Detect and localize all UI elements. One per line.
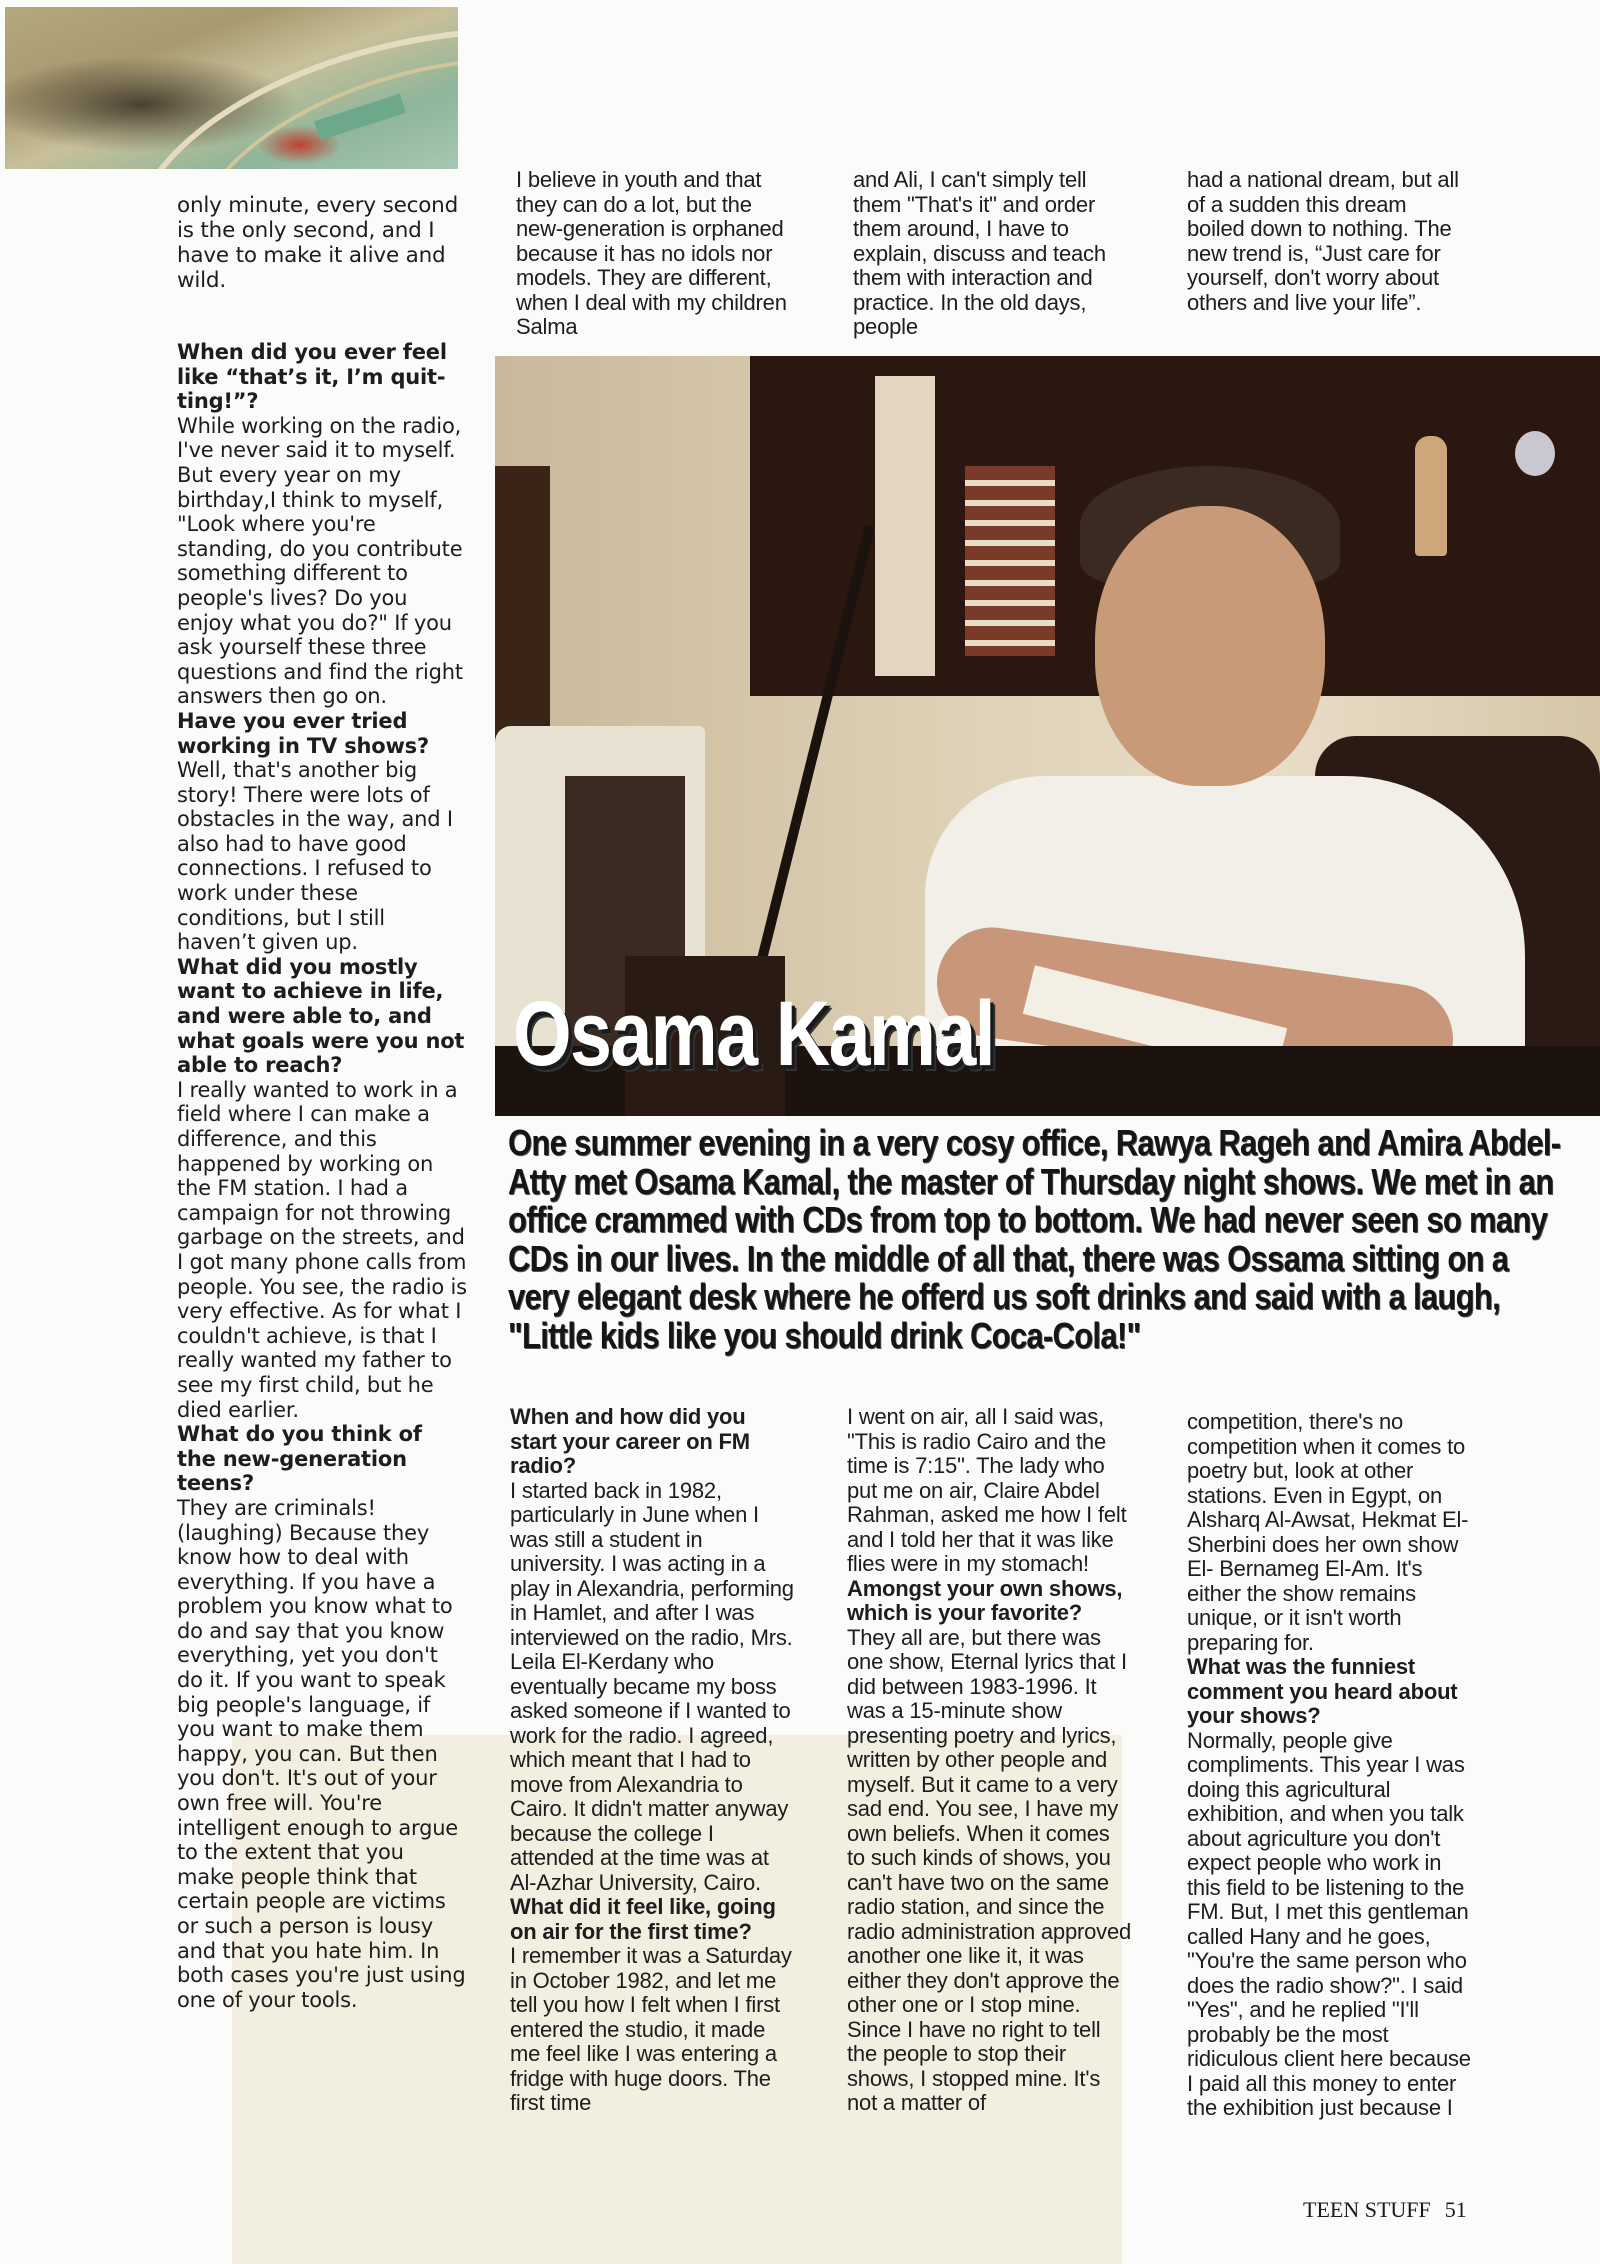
question: What did you mostly want to achieve in life, and were able to, and what goals were you not able to reach?	[177, 954, 465, 1078]
bottom-column-2	[847, 1405, 1132, 2116]
answer: I started back in 1982, particularly in June when I was still a student in university. I was acting in a play in Alexandria, performing in Hamlet, and after I was interviewed on the radio, Mrs. Leila El-Kerdany who eventually became my boss asked someone if I wanted to work for the radio. I agreed, which meant that I had to move from Alexandria to Cairo. It didn't matter anyway because the college I attended at the time was at Al-Azhar University, Cairo.	[510, 1477, 794, 1895]
answer: I went on air, all I said was, "This is radio Cairo and the time is 7:15". The lady who put me on air, Claire Abdel Rahman, asked me how I felt and I told her that it was like flies were in my stomach!	[847, 1404, 1127, 1576]
bottom-column-3	[1187, 1410, 1472, 2121]
left-column	[177, 340, 467, 2012]
question: When did you ever feel like “that’s it, I’m quit-ting!”?	[177, 340, 447, 414]
photo-cds	[965, 466, 1055, 656]
photo-person-head	[1095, 506, 1325, 786]
question: Amongst your own shows, which is your favorite?	[847, 1575, 1123, 1625]
body-text: I believe in youth and that they can do a lot, but the new-generation is orphaned because it has no idols nor models. They are different, when I deal with my children Salma	[516, 167, 787, 339]
answer: I really wanted to work in a field where I can make a difference, and this happened by working on the FM station. I had a campaign for not throwing garbage on the streets, and I got many phone calls from people. You see, the radio is very effective. As for what I couldn't achieve, is that I really wanted my father to see my first child, but he died earlier.	[177, 1077, 467, 1422]
photo-shape	[1515, 431, 1555, 476]
photo-shape	[495, 466, 550, 766]
article-intro: One summer evening in a very cosy office, Rawya Rageh and Amira Abdel-Atty met Osama Kamal, the master of Thursday night shows. We met in an office crammed with CDs from top to bottom. We had never seen so many CDs in our lives. In the middle of all that, there was Ossama sitting on a very elegant desk where he offerd us soft drinks and said with a laugh, "Little kids like you should drink Coca-Cola!"	[508, 1122, 1561, 1356]
answer: Well, that's another big story! There were lots of obstacles in the way, and I also had to have good connections. I refused to work under these conditions, but I still haven’t given up.	[177, 758, 453, 955]
top-left-photo	[5, 7, 458, 169]
photo-shape	[875, 376, 935, 676]
question: What do you think of the new-generation teens?	[177, 1422, 422, 1496]
answer: They all are, but there was one show, Eternal lyrics that I did between 1983-1996. It was a 15-minute show presenting poetry and lyrics, written by other people and myself. But it came to a very sad end. You see, I have my own beliefs. When it comes to such kinds of shows, you can't have two on the same radio station, and since the radio administration approved another one like it, it was either they don't approve the other one or I stop mine. Since I have no right to tell the people to stop their shows, I stopped mine. It's not a matter of	[847, 1624, 1132, 2115]
answer: While working on the radio, I've never said it to myself. But every year on my birthday,I think to myself, "Look where you're standing, do you contribute something different to people's lives? Do you enjoy what you do?" If you ask yourself these three questions and find the right answers then go on.	[177, 413, 463, 709]
answer: Normally, people give compliments. This year I was doing this agricultural exhibition, and when you talk about agriculture you don't expect people who work in this field to be listening to the FM. But, I met this gentleman called Hany and he goes, "You're the same person who does the radio show?". I said "Yes", and he replied "I'll probably be the most ridiculous client here because I paid all this money to enter the exhibition just because I	[1187, 1727, 1471, 2120]
magazine-name: TEEN STUFF	[1303, 2197, 1431, 2222]
page-number: 51	[1444, 2197, 1467, 2222]
top-column-3	[853, 168, 1133, 340]
top-column-1	[177, 193, 462, 293]
main-photo	[495, 356, 1600, 1116]
question: What was the funniest comment you heard about your shows?	[1187, 1654, 1458, 1728]
answer: I remember it was a Saturday in October 1982, and let me tell you how I felt when I first entered the studio, it made me feel like I was entering a fridge with huge doors. The first time	[510, 1943, 792, 2115]
body-text: only minute, every second is the only second, and I have to make it alive and wild.	[177, 193, 459, 293]
top-column-4	[1187, 168, 1467, 315]
body-text: and Ali, I can't simply tell them "That's it" and order them around, I have to explain, discuss and teach them with interaction and practice. In the old days, people	[853, 167, 1106, 339]
photo-shape	[1415, 436, 1447, 556]
question: When and how did you start your career on FM radio?	[510, 1404, 750, 1478]
page-footer	[1303, 2197, 1467, 2223]
question: Have you ever tried working in TV shows?	[177, 708, 429, 758]
answer: competition, there's no competition when it comes to poetry but, look at other stations. Even in Egypt, on Alsharq Al-Awsat, Hekmat El-Sherbini does her own show El- Bernameg El-Am. It's either the show remains unique, or it isn't worth preparing for.	[1187, 1409, 1469, 1655]
article-title: Osama Kamal	[513, 983, 994, 1085]
top-column-2	[516, 168, 796, 340]
body-text: had a national dream, but all of a sudden this dream boiled down to nothing. The new trend is, “Just care for yourself, don't worry about others and live your life”.	[1187, 167, 1459, 315]
bottom-column-1	[510, 1405, 795, 2116]
answer: They are criminals! (laughing) Because they know how to deal with everything. If you have a problem you know what to do and say that you know everything, yet you don't do it. If you want to speak big people's language, if you want to make them happy, you can. But then you don't. It's out of your own free will. You're intelligent enough to argue to the extent that you make people think that certain people are victims or such a person is lousy and that you hate him. In both cases you're just using one of your tools.	[177, 1495, 466, 2012]
question: What did it feel like, going on air for the first time?	[510, 1894, 776, 1944]
